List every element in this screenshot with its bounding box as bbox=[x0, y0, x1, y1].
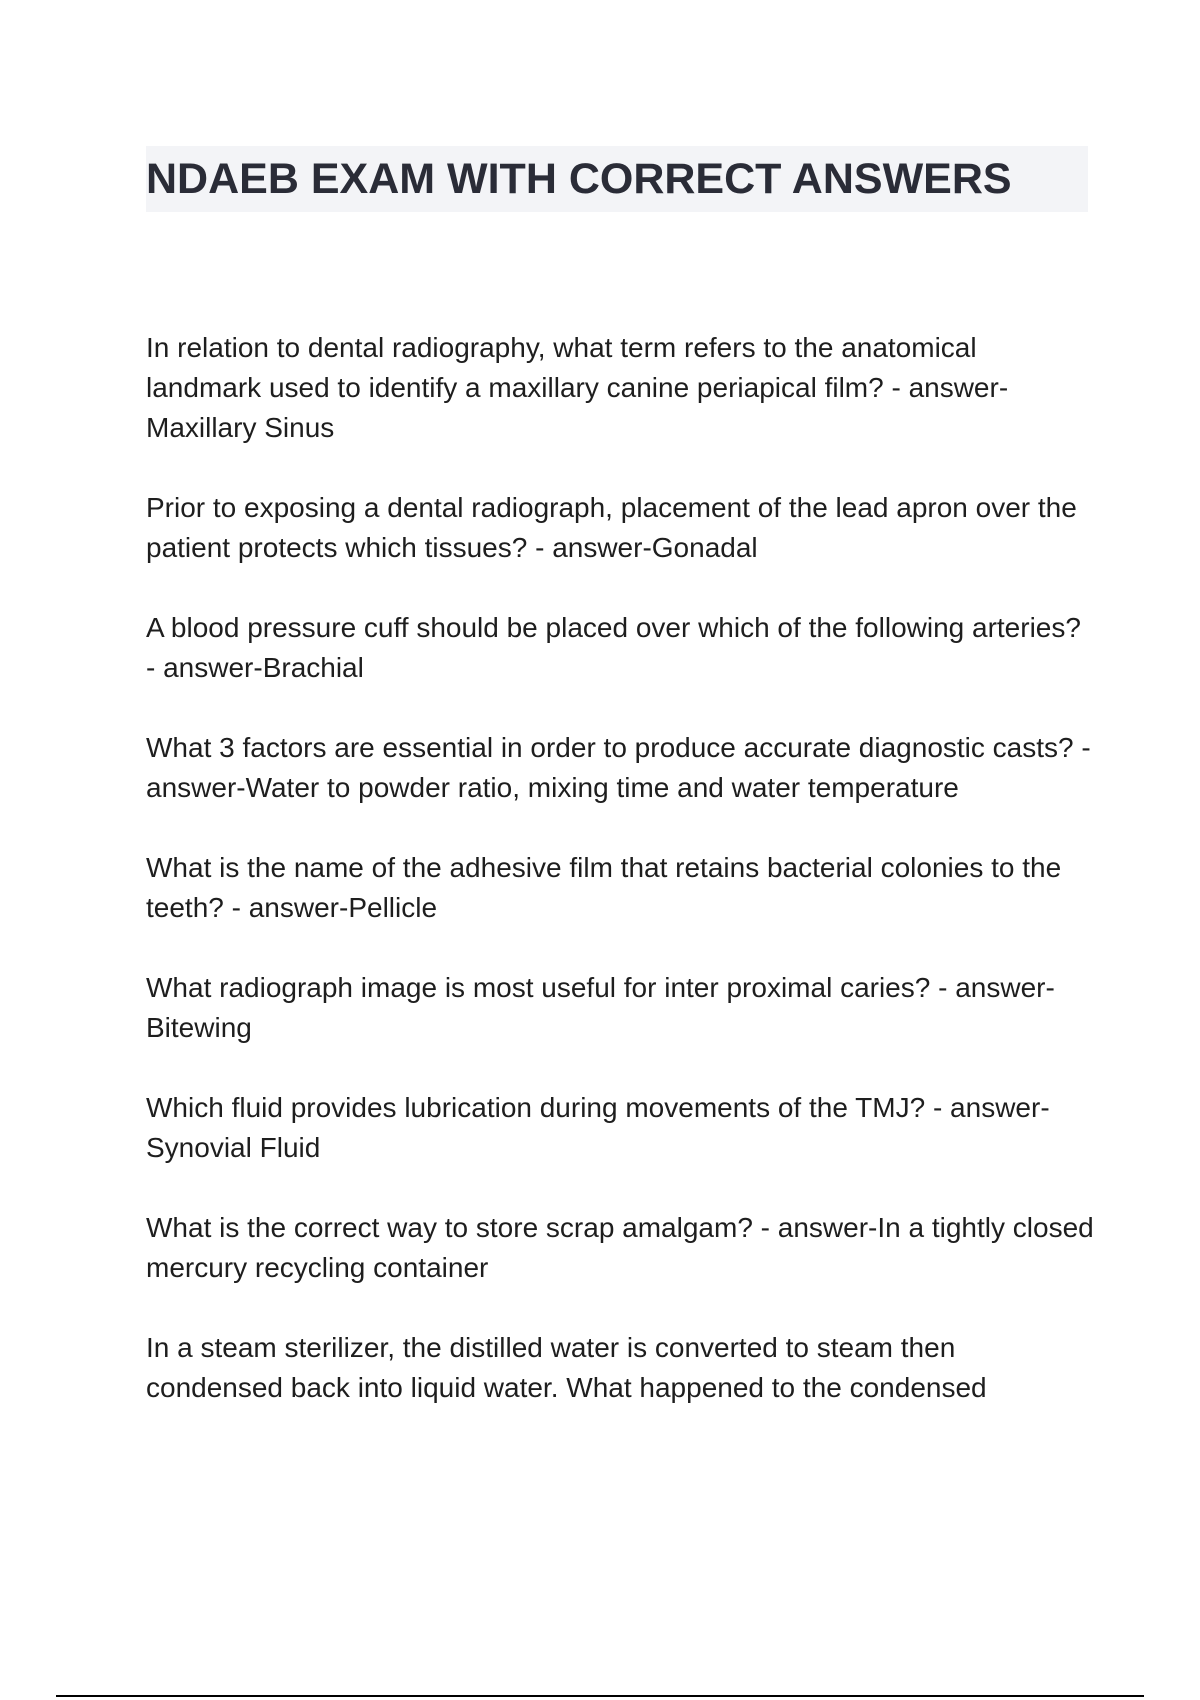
page-bottom-rule bbox=[56, 1695, 1144, 1697]
qa-item: In relation to dental radiography, what term refers to the anatomical landmark used to identify a maxillary canine periapical film? - answer-Maxillary Sinus bbox=[146, 332, 1009, 443]
qa-item: What radiograph image is most useful for inter proximal caries? - answer-Bitewing bbox=[146, 972, 1055, 1043]
qa-item: What is the correct way to store scrap amalgam? - answer-In a tightly closed mercury recycling container bbox=[146, 1212, 1094, 1283]
qa-item: Which fluid provides lubrication during movements of the TMJ? - answer-Synovial Fluid bbox=[146, 1092, 1050, 1163]
qa-item: Prior to exposing a dental radiograph, placement of the lead apron over the patient protects which tissues? - answer-Gonadal bbox=[146, 492, 1077, 563]
qa-item: What 3 factors are essential in order to produce accurate diagnostic casts? - answer-Water to powder ratio, mixing time and water temperature bbox=[146, 732, 1091, 803]
qa-list bbox=[146, 328, 1096, 1448]
qa-item: In a steam sterilizer, the distilled water is converted to steam then condensed back into liquid water. What happened to the condensed bbox=[146, 1332, 987, 1403]
qa-item: A blood pressure cuff should be placed over which of the following arteries? - answer-Brachial bbox=[146, 612, 1081, 683]
document-title: NDAEB EXAM WITH CORRECT ANSWERS bbox=[146, 155, 1012, 203]
qa-item: What is the name of the adhesive film that retains bacterial colonies to the teeth? - answer-Pellicle bbox=[146, 852, 1062, 923]
